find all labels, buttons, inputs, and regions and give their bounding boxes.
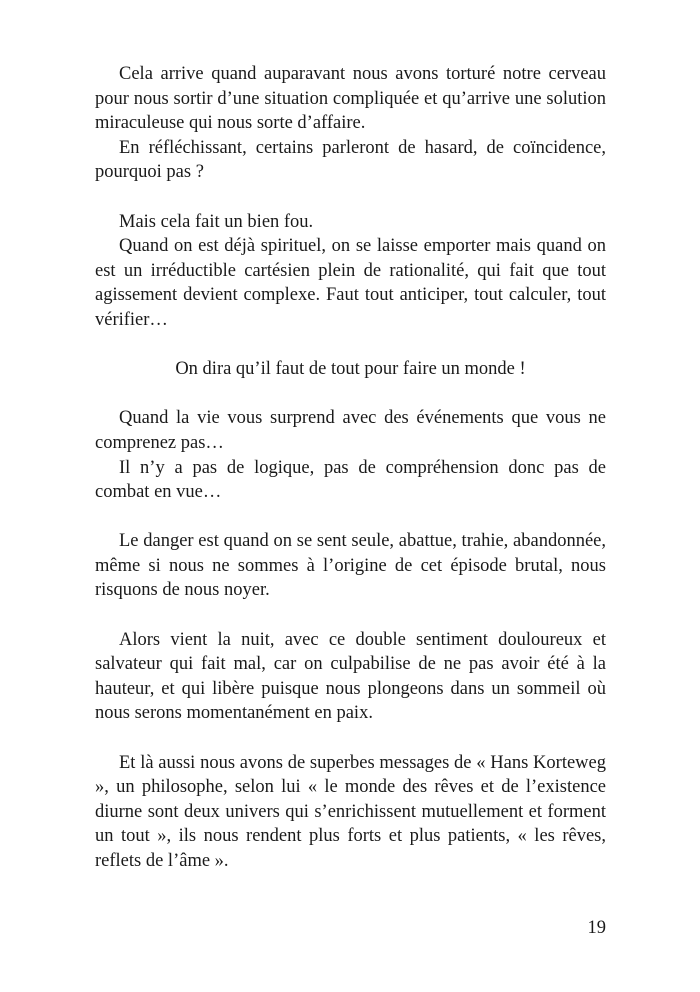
blank-line [95,726,606,751]
paragraph-1: Cela arrive quand auparavant nous avons torturé notre cerveau pour nous sortir d’une situation compliquée et qu’arrive une solution miraculeuse qui nous sorte d’affaire. [95,64,606,134]
paragraph-3: Mais cela fait un bien fou. [119,211,314,232]
paragraph-7: Le danger est quand on se sent seule, abattue, trahie, abandonnée, même si nous ne sommes à l’origine de cet épisode brutal, nous risquons de nous noyer. [95,531,606,601]
centered-line: On dira qu’il faut de tout pour faire un monde ! [175,359,526,380]
blank-line [95,185,606,210]
paragraph-6: Il n’y a pas de logique, pas de compréhension donc pas de combat en vue… [95,457,606,503]
paragraph-9: Et là aussi nous avons de superbes messages de « Hans Korteweg », un philosophe, selon lui « le monde des rêves et de l’existence diurne sont deux univers qui s’enrichissent mutuellement et forment un tout », ils nous rendent plus forts et plus patients, « les rêves, reflets de l’âme ». [95,752,606,871]
blank-line [95,603,606,628]
page-number: 19 [587,918,606,938]
paragraph-5: Quand la vie vous surprend avec des événements que vous ne comprenez pas… [95,408,606,453]
paragraph-4: Quand on est déjà spirituel, on se laisse emporter mais quand on est un irréductible cartésien plein de rationalité, qui fait que tout agissement devient complexe. Faut tout anticiper, tout calculer, tout vérifier… [95,236,606,330]
blank-line [95,333,606,358]
paragraph-2: En réfléchissant, certains parleront de hasard, de coïncidence, pourquoi pas ? [95,137,606,183]
page-body [95,62,606,874]
blank-line [95,382,606,407]
paragraph-8: Alors vient la nuit, avec ce double sentiment douloureux et salvateur qui fait mal, car on culpabilise de ne pas avoir été à la hauteur, et qui libère puisque nous plongeons dans un sommeil où nous serons momentanément en paix. [95,629,606,724]
blank-line [95,505,606,530]
